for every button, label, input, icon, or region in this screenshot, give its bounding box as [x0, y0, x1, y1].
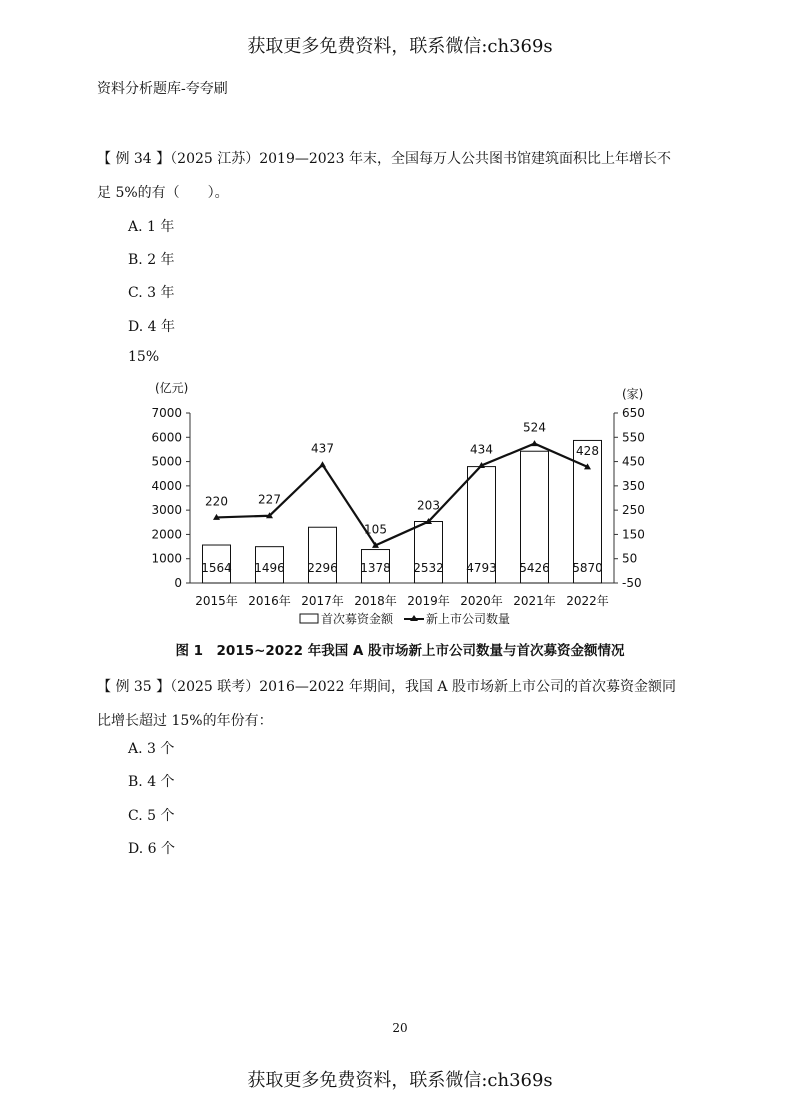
ipo-amount-label: 1564: [201, 561, 232, 575]
new-listings-label: 105: [364, 522, 387, 537]
x-category-label: 2017年: [301, 594, 344, 608]
left-tick-label: 5000: [151, 454, 182, 469]
ipo-amount-label: 1496: [254, 561, 285, 575]
new-listings-point: [531, 440, 538, 446]
left-tick-label: 1000: [151, 551, 182, 566]
right-axis-unit: (家): [622, 387, 644, 401]
legend-line-label: 新上市公司数量: [426, 612, 511, 626]
right-tick-label: 250: [622, 503, 645, 518]
q34-option-b: B. 2 年: [128, 252, 175, 268]
left-tick-label: 0: [174, 576, 182, 590]
q35-stem-line1: 【 例 35 】（2025 联考）2016—2022 年期间，我国 A 股市场新上市公司的首次募资金额同: [97, 679, 676, 695]
ipo-combo-chart: [0, 370, 800, 635]
q34-stem-line2: 足 5%的有（ ）。: [97, 185, 229, 201]
q34-option-d: D. 4 年: [128, 319, 175, 335]
q35-stem-line2: 比增长超过 15%的年份有：: [97, 713, 273, 729]
q35-option-b: B. 4 个: [128, 774, 175, 790]
x-category-label: 2016年: [248, 594, 291, 608]
q34-option-a: A. 1 年: [128, 219, 175, 235]
top-banner: 获取更多免费资料，联系微信:ch369s: [247, 36, 553, 57]
new-listings-label: 203: [417, 498, 440, 513]
q34-answer-note: 15%: [128, 349, 160, 365]
new-listings-label: 220: [205, 494, 228, 509]
new-listings-label: 434: [470, 442, 493, 457]
new-listings-label: 437: [311, 441, 334, 456]
left-tick-label: 3000: [151, 503, 182, 518]
q35-option-c: C. 5 个: [128, 808, 175, 824]
q35-option-d: D. 6 个: [128, 841, 175, 857]
left-tick-label: 4000: [151, 478, 182, 493]
x-category-label: 2019年: [407, 594, 450, 608]
bottom-banner: 获取更多免费资料，联系微信:ch369s: [247, 1070, 553, 1091]
left-tick-label: 2000: [151, 527, 182, 542]
legend-bar-swatch: [300, 614, 318, 623]
x-category-label: 2020年: [460, 594, 503, 608]
right-tick-label: 450: [622, 454, 645, 469]
x-category-label: 2018年: [354, 594, 397, 608]
q34-stem-line1: 【 例 34 】（2025 江苏）2019—2023 年末，全国每万人公共图书馆建筑面积比上年增长不: [97, 151, 671, 167]
new-listings-point: [319, 461, 326, 467]
doc-subtitle: 资料分析题库-夸夸刷: [97, 81, 228, 97]
ipo-amount-label: 4793: [466, 561, 497, 575]
ipo-amount-label: 5426: [519, 561, 550, 575]
right-tick-label: 650: [622, 406, 645, 420]
q35-option-a: A. 3 个: [128, 741, 175, 757]
new-listings-label: 524: [523, 420, 546, 435]
chart-legend: [300, 611, 510, 626]
ipo-amount-label: 5870: [572, 561, 603, 575]
right-tick-label: 150: [622, 527, 645, 542]
ipo-amount-label: 1378: [360, 561, 391, 575]
legend-bar-label: 首次募资金额: [321, 612, 394, 626]
new-listings-label: 428: [576, 443, 599, 458]
ipo-amount-label: 2532: [413, 561, 444, 575]
left-axis-unit: (亿元): [155, 381, 189, 395]
figure-caption: 图 1 2015~2022 年我国 A 股市场新上市公司数量与首次募资金额情况: [175, 643, 625, 659]
q34-option-c: C. 3 年: [128, 285, 175, 301]
right-tick-label: -50: [622, 576, 642, 590]
right-tick-label: 550: [622, 430, 645, 445]
right-tick-label: 50: [622, 551, 638, 566]
x-category-label: 2022年: [566, 594, 609, 608]
page-number: 20: [392, 1021, 408, 1035]
x-category-label: 2015年: [195, 594, 238, 608]
left-tick-label: 7000: [151, 406, 182, 420]
right-tick-label: 350: [622, 478, 645, 493]
new-listings-label: 227: [258, 492, 281, 507]
x-category-label: 2021年: [513, 594, 556, 608]
ipo-amount-label: 2296: [307, 561, 338, 575]
left-tick-label: 6000: [151, 430, 182, 445]
